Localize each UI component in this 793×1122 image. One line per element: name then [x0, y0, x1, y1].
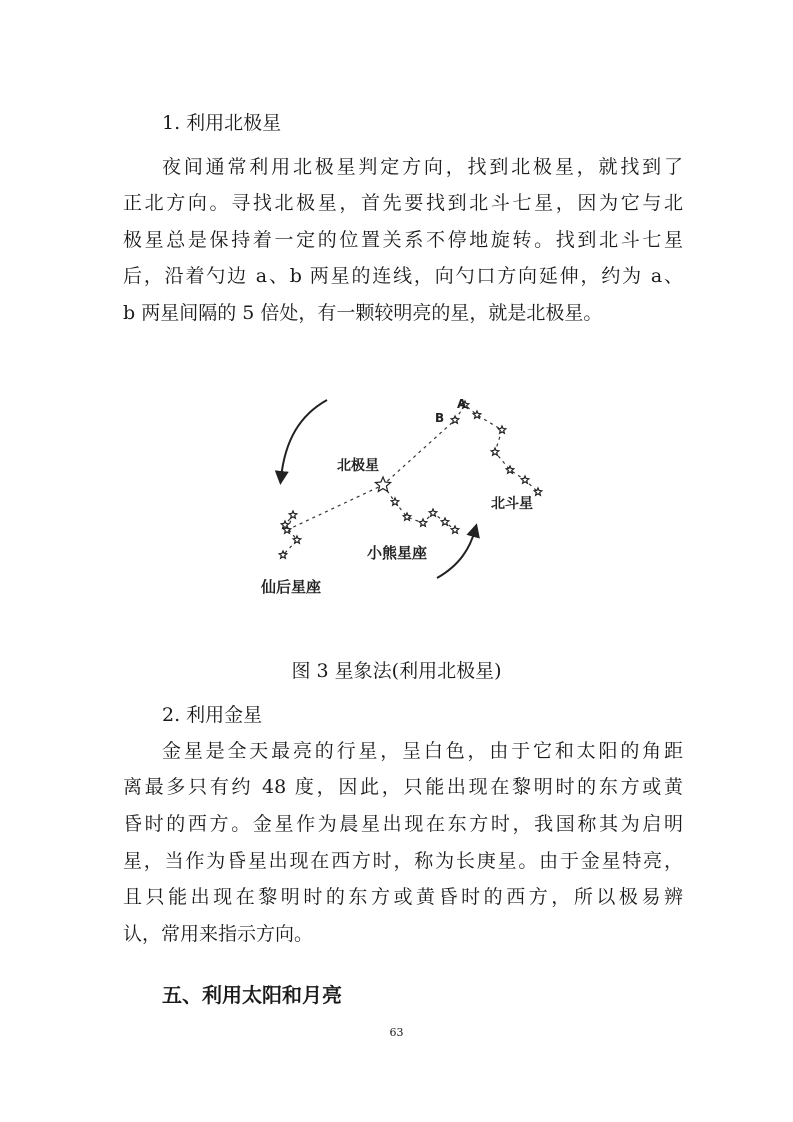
star-icon — [429, 509, 437, 516]
star-icon — [451, 416, 459, 423]
star-b-label: B — [435, 411, 445, 425]
paragraph-line: b 两星间隔的 5 倍处，有一颗较明亮的星，就是北极星。 — [123, 302, 603, 324]
paragraph-line: 后，沿着勺边 a、b 两星的连线，向勺口方向延伸，约为 a、 — [123, 265, 683, 287]
paragraph-line: 极星总是保持着一定的位置关系不停地旋转。找到北斗七星 — [123, 229, 683, 251]
cassiopeia-label: 仙后星座 — [261, 578, 322, 596]
paragraph-line: 夜间通常利用北极星判定方向，找到北极星，就找到了 — [162, 156, 683, 178]
star-icon — [281, 521, 289, 528]
star-icon — [451, 526, 459, 533]
paragraph-line: 且只能出现在黎明时的东方或黄昏时的西方，所以极易辨 — [123, 886, 683, 908]
star-icon — [289, 511, 297, 518]
paragraph-line: 昏时的西方。金星作为晨星出现在东方时，我国称其为启明 — [123, 813, 683, 835]
rotation-arrow-top — [281, 400, 327, 478]
paragraph-line: 金星是全天最亮的行星，呈白色，由于它和太阳的角距 — [162, 740, 683, 762]
paragraph-line: 认，常用来指示方向。 — [123, 923, 314, 945]
star-icon — [491, 448, 499, 455]
section-2-heading: 2. 利用金星 — [162, 704, 263, 726]
little-dipper-label: 小熊星座 — [367, 544, 428, 562]
star-icon — [375, 477, 390, 492]
star-icon — [498, 426, 506, 433]
section-1-heading: 1. 利用北极星 — [162, 112, 282, 134]
star-a-label: A — [457, 397, 467, 411]
paragraph-line: 星，当作为昏星出现在西方时，称为长庚星。由于金星特亮， — [123, 850, 683, 872]
section-3-heading: 五、利用太阳和月亮 — [162, 983, 342, 1007]
paragraph-line: 离最多只有约 48 度，因此，只能出现在黎明时的东方或黄 — [123, 776, 683, 798]
big-dipper-label: 北斗星 — [491, 496, 533, 512]
star-icon — [521, 476, 529, 483]
page-number: 63 — [389, 1026, 404, 1039]
paragraph-line: 正北方向。寻找北极星，首先要找到北斗七星，因为它与北 — [123, 192, 683, 214]
star-icon — [419, 519, 427, 526]
north-star-label: 北极星 — [337, 458, 379, 474]
pointer-line — [287, 420, 455, 530]
star-chart-figure — [255, 380, 555, 610]
rotation-arrow-bottom — [437, 530, 475, 578]
star-markers — [279, 401, 542, 558]
star-icon — [441, 518, 449, 525]
figure-caption: 图 3 星象法(利用北极星) — [291, 660, 502, 682]
